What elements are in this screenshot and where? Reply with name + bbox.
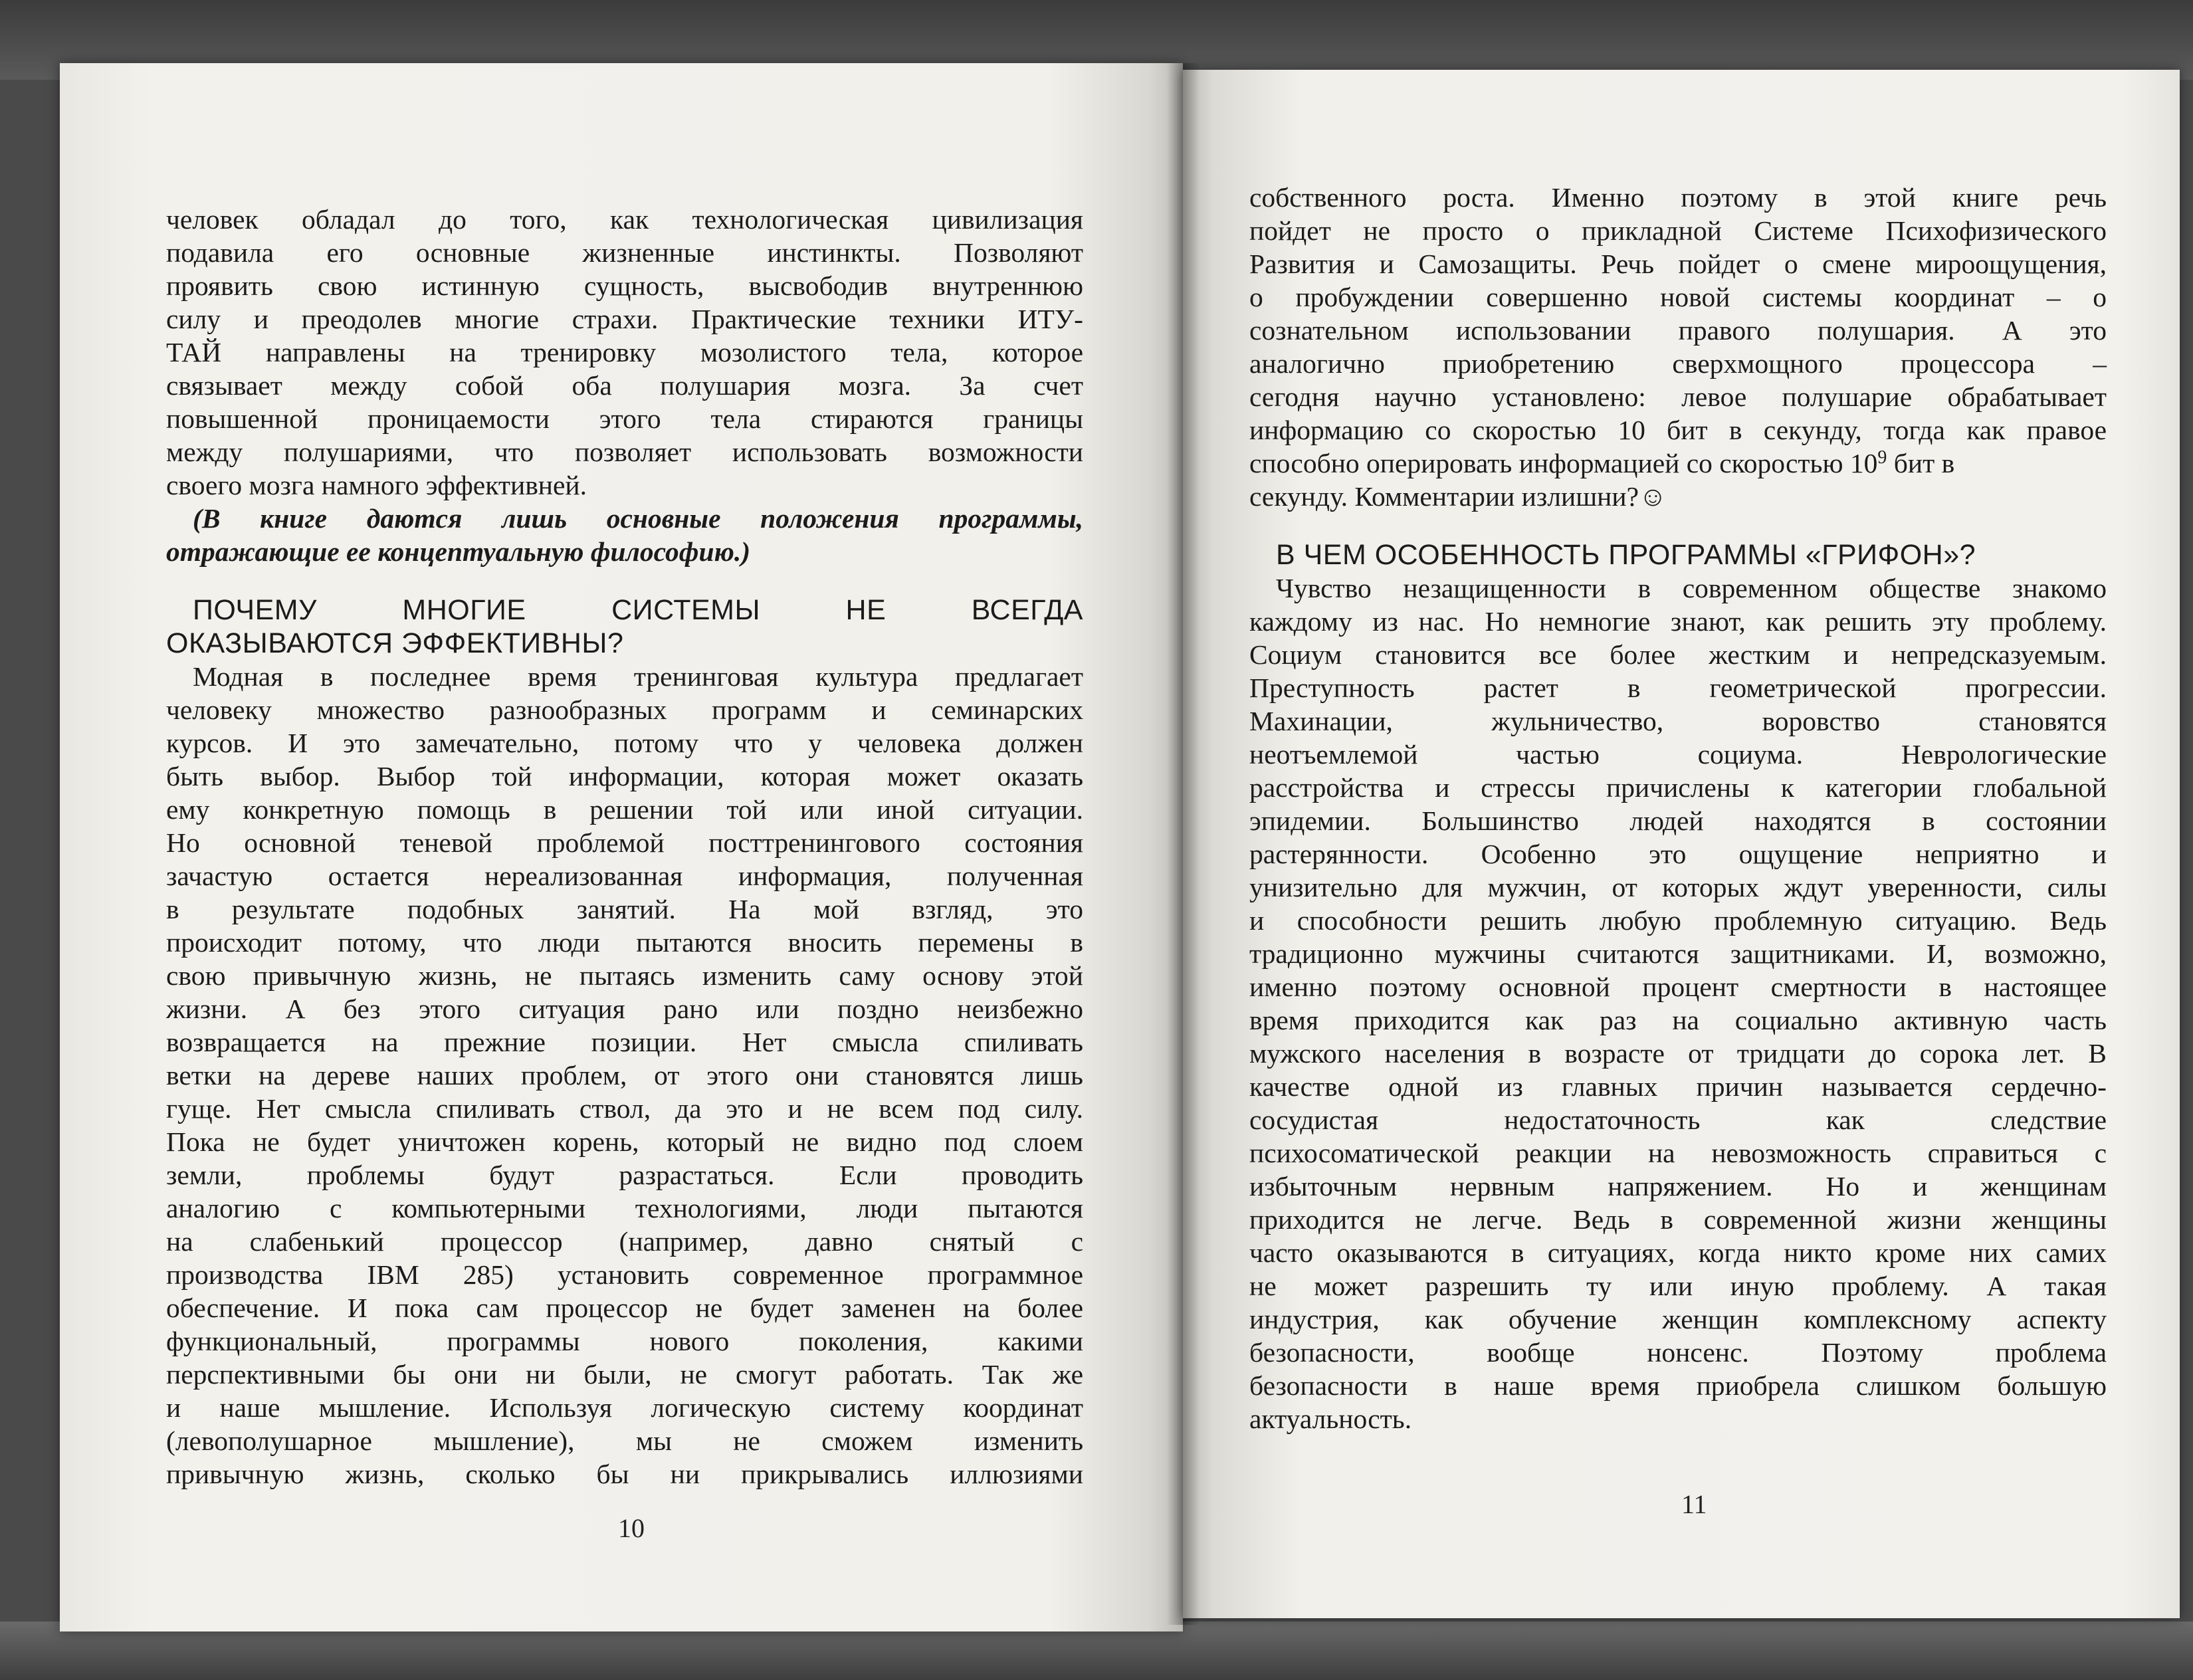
text-line: сегодня научно установлено: левое полушарие обрабатывает <box>1249 381 2107 412</box>
text-line: актуальность. <box>1249 1404 1412 1434</box>
text-line: не может разрешить ту или иную проблему. А такая <box>1249 1271 2107 1301</box>
text-line: быть выбор. Выбор той информации, которая может оказать <box>166 761 1083 791</box>
text-line: и способности решить любую проблемную ситуацию. Ведь <box>1249 905 2107 936</box>
text-line: каждому из нас. Но немногие знают, как решить эту проблему. <box>1249 606 2107 637</box>
text-line: (левополушарное мышление), мы не сможем изменить <box>166 1425 1083 1456</box>
text-line: ветки на дереве наших проблем, от этого они становятся лишь <box>166 1060 1083 1091</box>
text-line-with-exponent <box>1249 447 2107 480</box>
text-line: подавила его основные жизненные инстинкты. Позволяют <box>166 237 1083 268</box>
right-page-text <box>1249 181 2107 1435</box>
book-gutter <box>1166 63 1200 1625</box>
text-line: индустрия, как обучение женщин комплексному аспекту <box>1249 1304 2107 1334</box>
text-line: повышенной проницаемости этого тела стираются границы <box>166 403 1083 434</box>
text-line: унизительно для мужчин, от которых ждут уверенности, силы <box>1249 872 2107 902</box>
text-line: производства IBM 285) установить современное программное <box>166 1259 1083 1290</box>
text-line: аналогично приобретению сверхмощного процессора – <box>1249 348 2107 379</box>
exponent: 9 <box>1877 447 1887 468</box>
text-line: сосудистая недостаточность как следствие <box>1249 1104 2107 1135</box>
left-page-text <box>166 203 1083 1491</box>
text-line: земли, проблемы будут разрастаться. Если проводить <box>166 1160 1083 1190</box>
section-heading: В ЧЕМ ОСОБЕННОСТЬ ПРОГРАММЫ «ГРИФОН»? <box>1276 539 1976 571</box>
text-line: в результате подобных занятий. На мой взгляд, это <box>166 894 1083 924</box>
text-line: Модная в последнее время тренинговая культура предлагает <box>193 661 1083 692</box>
text-fragment: способно оперировать информацией со скоростью 10 <box>1249 448 1878 478</box>
text-line: безопасности в наше время приобрела слишком большую <box>1249 1370 2107 1401</box>
text-line: обеспечение. И пока сам процессор не будет заменен на более <box>166 1293 1083 1323</box>
text-line: аналогию с компьютерными технологиями, люди пытаются <box>166 1193 1083 1223</box>
text-line: проявить свою истинную сущность, высвободив внутреннюю <box>166 270 1083 301</box>
text-line: информацию со скоростью 10 бит в секунду, тогда как правое <box>1249 415 2107 445</box>
text-line: Чувство незащищенности в современном обществе знакомо <box>1276 573 2107 603</box>
text-line: Пока не будет уничтожен корень, который не видно под слоем <box>166 1126 1083 1157</box>
text-line: качестве одной из главных причин называется сердечно- <box>1249 1071 2107 1102</box>
text-line: между полушариями, что позволяет использовать возможности <box>166 437 1083 467</box>
text-line: психосоматической реакции на невозможность справиться с <box>1249 1138 2107 1168</box>
text-line: гуще. Нет смысла спиливать ствол, да это и не всем под силу. <box>166 1093 1083 1124</box>
text-line: перспективными бы они ни были, не смогут работать. Так же <box>166 1359 1083 1390</box>
text-line: привычную жизнь, сколько бы ни прикрывались иллюзиями <box>166 1459 1083 1489</box>
text-line: ему конкретную помощь в решении той или иной ситуации. <box>166 794 1083 825</box>
italic-note-line: отражающие ее концептуальную философию.) <box>166 536 751 567</box>
text-line: избыточным нервным напряжением. Но и женщинам <box>1249 1171 2107 1202</box>
text-line: традиционно мужчины считаются защитниками. И, возможно, <box>1249 938 2107 969</box>
text-line: пойдет не просто о прикладной Системе Психофизического <box>1249 215 2107 246</box>
text-line: Махинации, жульничество, воровство становятся <box>1249 706 2107 736</box>
italic-note-line: (В книге даются лишь основные положения программы, <box>193 503 1083 534</box>
text-line: свою привычную жизнь, не пытаясь изменить саму основу этой <box>166 960 1083 991</box>
text-line: Развития и Самозащиты. Речь пойдет о смене мироощущения, <box>1249 249 2107 279</box>
text-line: неотъемлемой частью социума. Неврологические <box>1249 739 2107 770</box>
page-number-left: 10 <box>618 1513 645 1543</box>
text-line: безопасности, вообще нонсенс. Поэтому проблема <box>1249 1337 2107 1368</box>
text-line: именно поэтому основной процент смертности в настоящее <box>1249 972 2107 1002</box>
text-line: и наше мышление. Используя логическую систему координат <box>166 1392 1083 1423</box>
text-line: силу и преодолев многие страхи. Практические техники ИТУ- <box>166 304 1083 334</box>
section-heading-line: ПОЧЕМУ МНОГИЕ СИСТЕМЫ НЕ ВСЕГДА <box>193 594 1083 626</box>
text-line: эпидемии. Большинство людей находятся в состоянии <box>1249 805 2107 836</box>
text-line: время приходится как раз на социально активную часть <box>1249 1005 2107 1035</box>
text-line: ТАЙ направлены на тренировку мозолистого тела, которое <box>166 337 1083 368</box>
text-line: Но основной теневой проблемой посттренингового состояния <box>166 827 1083 858</box>
text-line: жизни. А без этого ситуация рано или поздно неизбежно <box>166 994 1083 1024</box>
text-line: приходится не легче. Ведь в современной жизни женщины <box>1249 1204 2107 1235</box>
text-line: своего мозга намного эффективней. <box>166 470 587 500</box>
text-line: возвращается на прежние позиции. Нет смысла спиливать <box>166 1027 1083 1057</box>
text-line: человек обладал до того, как технологическая цивилизация <box>166 204 1083 235</box>
text-line: Преступность растет в геометрической прогрессии. <box>1249 673 2107 703</box>
section-heading-line: ОКАЗЫВАЮТСЯ ЭФФЕКТИВНЫ? <box>166 627 624 659</box>
text-line: функциональный, программы нового поколения, какими <box>166 1326 1083 1356</box>
text-line: курсов. И это замечательно, потому что у человека должен <box>166 728 1083 758</box>
text-line: связывает между собой оба полушария мозга. За счет <box>166 370 1083 401</box>
text-line: секунду. Комментарии излишни?☺ <box>1249 481 1667 512</box>
page-number-right: 11 <box>1681 1489 1707 1519</box>
text-line: Социум становится все более жестким и непредсказуемым. <box>1249 639 2107 670</box>
text-line: расстройства и стрессы причислены к категории глобальной <box>1249 772 2107 803</box>
text-line: мужского населения в возрасте от тридцати до сорока лет. В <box>1249 1038 2107 1069</box>
text-fragment: бит в <box>1887 448 1955 478</box>
text-line: сознательном использовании правого полушария. А это <box>1249 315 2107 346</box>
text-line: происходит потому, что люди пытаются вносить перемены в <box>166 927 1083 958</box>
text-line: зачастую остается нереализованная информация, полученная <box>166 861 1083 891</box>
text-line: человеку множество разнообразных программ и семинарских <box>166 694 1083 725</box>
text-line: растерянности. Особенно это ощущение неприятно и <box>1249 839 2107 869</box>
text-line: на слабенький процессор (например, давно снятый с <box>166 1226 1083 1257</box>
text-line: о пробуждении совершенно новой системы координат – о <box>1249 282 2107 312</box>
text-line: собственного роста. Именно поэтому в этой книге речь <box>1249 182 2107 213</box>
text-line: часто оказываются в ситуациях, когда никто кроме них самих <box>1249 1237 2107 1268</box>
